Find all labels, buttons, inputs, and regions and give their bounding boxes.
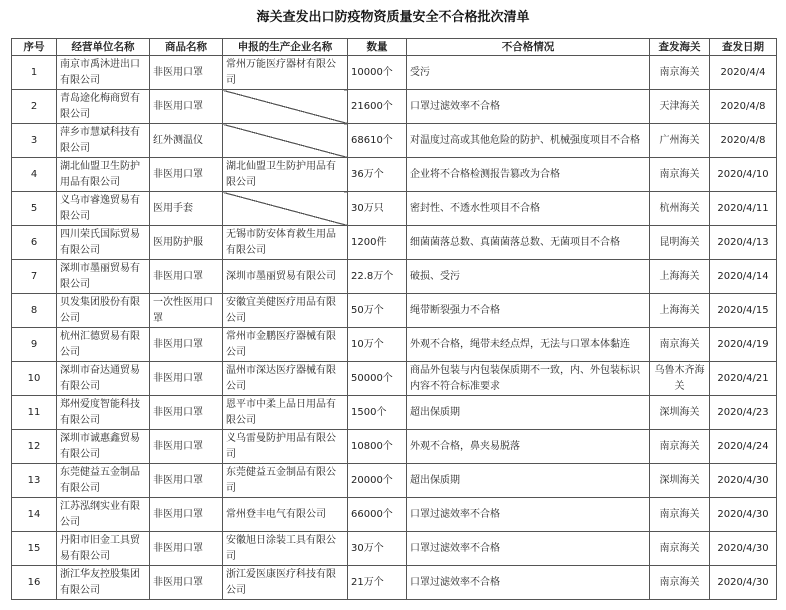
manufacturer-cell: [223, 124, 348, 158]
table-row: [12, 192, 777, 226]
quantity-cell: 1200件: [348, 226, 407, 260]
product-name-cell: 非医用口罩: [150, 464, 223, 498]
header-cell: 经营单位名称: [57, 39, 150, 56]
quantity-cell: 20000个: [348, 464, 407, 498]
inspection-date-cell: 2020/4/30: [710, 464, 777, 498]
product-name-cell: 非医用口罩: [150, 396, 223, 430]
row-number-cell: 1: [12, 56, 57, 90]
row-number-cell: 14: [12, 498, 57, 532]
row-number-cell: 8: [12, 294, 57, 328]
product-name-cell: 医用手套: [150, 192, 223, 226]
product-name-cell: 非医用口罩: [150, 566, 223, 600]
document-title: 海关查发出口防疫物资质量安全不合格批次清单: [256, 10, 530, 25]
inspection-date-cell: 2020/4/30: [710, 566, 777, 600]
operating-company-cell: 义乌市睿逸贸易有限公司: [57, 192, 150, 226]
inspection-date-cell: 2020/4/11: [710, 192, 777, 226]
row-number-cell: 7: [12, 260, 57, 294]
operating-company-cell: 四川荣氏国际贸易有限公司: [57, 226, 150, 260]
row-number-cell: 12: [12, 430, 57, 464]
header-cell: 数量: [348, 39, 407, 56]
product-name-cell: 非医用口罩: [150, 56, 223, 90]
header-cell: 申报的生产企业名称: [223, 39, 348, 56]
customs-office-cell: 深圳海关: [650, 396, 710, 430]
nonconformity-cell: 商品外包装与内包装保质期不一致，内、外包装标识内容不符合标准要求: [407, 362, 650, 396]
product-name-cell: 非医用口罩: [150, 260, 223, 294]
quantity-cell: 50万个: [348, 294, 407, 328]
manufacturer-cell: 温州市深达医疗器械有限公司: [223, 362, 348, 396]
manufacturer-cell: 湖北仙盟卫生防护用品有限公司: [223, 158, 348, 192]
operating-company-cell: 东莞健益五金制品有限公司: [57, 464, 150, 498]
manufacturer-cell: 常州万能医疗器材有限公司: [223, 56, 348, 90]
nonconformity-cell: 绳带断裂强力不合格: [407, 294, 650, 328]
table-row: [12, 158, 777, 192]
row-number-cell: 6: [12, 226, 57, 260]
operating-company-cell: 深圳市墨丽贸易有限公司: [57, 260, 150, 294]
table-row: [12, 260, 777, 294]
operating-company-cell: 丹阳市旧金工具贸易有限公司: [57, 532, 150, 566]
operating-company-cell: 萍乡市慧斌科技有限公司: [57, 124, 150, 158]
nonconformity-cell: 受污: [407, 56, 650, 90]
quantity-cell: 66000个: [348, 498, 407, 532]
manufacturer-cell: 浙江爱医康医疗科技有限公司: [223, 566, 348, 600]
product-name-cell: 非医用口罩: [150, 90, 223, 124]
header-cell: 查发日期: [710, 39, 777, 56]
table-row: [12, 362, 777, 396]
table-row: [12, 430, 777, 464]
quantity-cell: 30万只: [348, 192, 407, 226]
quantity-cell: 36万个: [348, 158, 407, 192]
customs-office-cell: 天津海关: [650, 90, 710, 124]
customs-office-cell: 上海海关: [650, 260, 710, 294]
table-row: [12, 56, 777, 90]
table-row: [12, 90, 777, 124]
product-name-cell: 非医用口罩: [150, 532, 223, 566]
row-number-cell: 11: [12, 396, 57, 430]
customs-office-cell: 广州海关: [650, 124, 710, 158]
manufacturer-cell: 恩平市中柔上品日用品有限公司: [223, 396, 348, 430]
inspection-date-cell: 2020/4/21: [710, 362, 777, 396]
header-cell: 查发海关: [650, 39, 710, 56]
quantity-cell: 21万个: [348, 566, 407, 600]
nonconformity-cell: 外观不合格，鼻夹易脱落: [407, 430, 650, 464]
table-row: [12, 498, 777, 532]
product-name-cell: 一次性医用口罩: [150, 294, 223, 328]
row-number-cell: 15: [12, 532, 57, 566]
quantity-cell: 1500个: [348, 396, 407, 430]
noncompliant-batches-table: [11, 38, 777, 600]
manufacturer-cell: [223, 192, 348, 226]
inspection-date-cell: 2020/4/24: [710, 430, 777, 464]
operating-company-cell: 深圳市诚惠鑫贸易有限公司: [57, 430, 150, 464]
operating-company-cell: 贝发集团股份有限公司: [57, 294, 150, 328]
nonconformity-cell: 外观不合格，绳带未经点焊，无法与口罩本体黏连: [407, 328, 650, 362]
manufacturer-cell: [223, 90, 348, 124]
table-row: [12, 328, 777, 362]
customs-office-cell: 南京海关: [650, 498, 710, 532]
inspection-date-cell: 2020/4/23: [710, 396, 777, 430]
inspection-date-cell: 2020/4/13: [710, 226, 777, 260]
table-body: [12, 56, 777, 600]
quantity-cell: 30万个: [348, 532, 407, 566]
table-row: [12, 396, 777, 430]
row-number-cell: 10: [12, 362, 57, 396]
nonconformity-cell: 口罩过滤效率不合格: [407, 566, 650, 600]
inspection-date-cell: 2020/4/19: [710, 328, 777, 362]
header-cell: 商品名称: [150, 39, 223, 56]
nonconformity-cell: 口罩过滤效率不合格: [407, 498, 650, 532]
operating-company-cell: 南京市禹沐进出口有限公司: [57, 56, 150, 90]
product-name-cell: 红外测温仪: [150, 124, 223, 158]
inspection-date-cell: 2020/4/15: [710, 294, 777, 328]
product-name-cell: 非医用口罩: [150, 430, 223, 464]
product-name-cell: 非医用口罩: [150, 498, 223, 532]
nonconformity-cell: 破损、受污: [407, 260, 650, 294]
nonconformity-cell: 超出保质期: [407, 396, 650, 430]
quantity-cell: 50000个: [348, 362, 407, 396]
manufacturer-cell: 无锡市防安体育救生用品有限公司: [223, 226, 348, 260]
nonconformity-cell: 细菌菌落总数、真菌菌落总数、无菌项目不合格: [407, 226, 650, 260]
table-row: [12, 226, 777, 260]
customs-office-cell: 南京海关: [650, 56, 710, 90]
inspection-date-cell: 2020/4/14: [710, 260, 777, 294]
manufacturer-cell: 常州市金鹏医疗器械有限公司: [223, 328, 348, 362]
manufacturer-cell: 义乌雷曼防护用品有限公司: [223, 430, 348, 464]
nonconformity-cell: 企业将不合格检测报告篡改为合格: [407, 158, 650, 192]
nonconformity-cell: 超出保质期: [407, 464, 650, 498]
table-row: [12, 532, 777, 566]
quantity-cell: 68610个: [348, 124, 407, 158]
product-name-cell: 医用防护服: [150, 226, 223, 260]
operating-company-cell: 青岛途化梅商贸有限公司: [57, 90, 150, 124]
inspection-date-cell: 2020/4/10: [710, 158, 777, 192]
operating-company-cell: 深圳市奋达通贸易有限公司: [57, 362, 150, 396]
customs-office-cell: 南京海关: [650, 430, 710, 464]
quantity-cell: 10万个: [348, 328, 407, 362]
customs-office-cell: 南京海关: [650, 158, 710, 192]
customs-office-cell: 昆明海关: [650, 226, 710, 260]
customs-office-cell: 南京海关: [650, 566, 710, 600]
table-row: [12, 464, 777, 498]
inspection-date-cell: 2020/4/8: [710, 124, 777, 158]
table-row: [12, 124, 777, 158]
manufacturer-cell: 安徽旭日涂装工具有限公司: [223, 532, 348, 566]
product-name-cell: 非医用口罩: [150, 328, 223, 362]
inspection-date-cell: 2020/4/4: [710, 56, 777, 90]
product-name-cell: 非医用口罩: [150, 158, 223, 192]
quantity-cell: 22.8万个: [348, 260, 407, 294]
table-row: [12, 566, 777, 600]
quantity-cell: 10000个: [348, 56, 407, 90]
operating-company-cell: 杭州汇德贸易有限公司: [57, 328, 150, 362]
row-number-cell: 9: [12, 328, 57, 362]
operating-company-cell: 江苏泓纲实业有限公司: [57, 498, 150, 532]
customs-office-cell: 南京海关: [650, 328, 710, 362]
inspection-date-cell: 2020/4/30: [710, 532, 777, 566]
nonconformity-cell: 密封性、不透水性项目不合格: [407, 192, 650, 226]
manufacturer-cell: 东莞健益五金制品有限公司: [223, 464, 348, 498]
row-number-cell: 4: [12, 158, 57, 192]
row-number-cell: 16: [12, 566, 57, 600]
customs-office-cell: 乌鲁木齐海关: [650, 362, 710, 396]
operating-company-cell: 湖北仙盟卫生防护用品有限公司: [57, 158, 150, 192]
row-number-cell: 2: [12, 90, 57, 124]
nonconformity-cell: 口罩过滤效率不合格: [407, 532, 650, 566]
nonconformity-cell: 对温度过高或其他危险的防护、机械强度项目不合格: [407, 124, 650, 158]
inspection-date-cell: 2020/4/30: [710, 498, 777, 532]
manufacturer-cell: 安徽宜美健医疗用品有限公司: [223, 294, 348, 328]
row-number-cell: 13: [12, 464, 57, 498]
operating-company-cell: 郑州爱度智能科技有限公司: [57, 396, 150, 430]
inspection-date-cell: 2020/4/8: [710, 90, 777, 124]
row-number-cell: 3: [12, 124, 57, 158]
manufacturer-cell: 深圳市墨丽贸易有限公司: [223, 260, 348, 294]
nonconformity-cell: 口罩过滤效率不合格: [407, 90, 650, 124]
customs-office-cell: 杭州海关: [650, 192, 710, 226]
quantity-cell: 21600个: [348, 90, 407, 124]
customs-office-cell: 上海海关: [650, 294, 710, 328]
header-cell: 不合格情况: [407, 39, 650, 56]
row-number-cell: 5: [12, 192, 57, 226]
customs-office-cell: 深圳海关: [650, 464, 710, 498]
operating-company-cell: 浙江华友控股集团有限公司: [57, 566, 150, 600]
quantity-cell: 10800个: [348, 430, 407, 464]
product-name-cell: 非医用口罩: [150, 362, 223, 396]
header-cell: 序号: [12, 39, 57, 56]
table-row: [12, 294, 777, 328]
customs-office-cell: 南京海关: [650, 532, 710, 566]
table-header-row: [12, 39, 777, 56]
manufacturer-cell: 常州登丰电气有限公司: [223, 498, 348, 532]
